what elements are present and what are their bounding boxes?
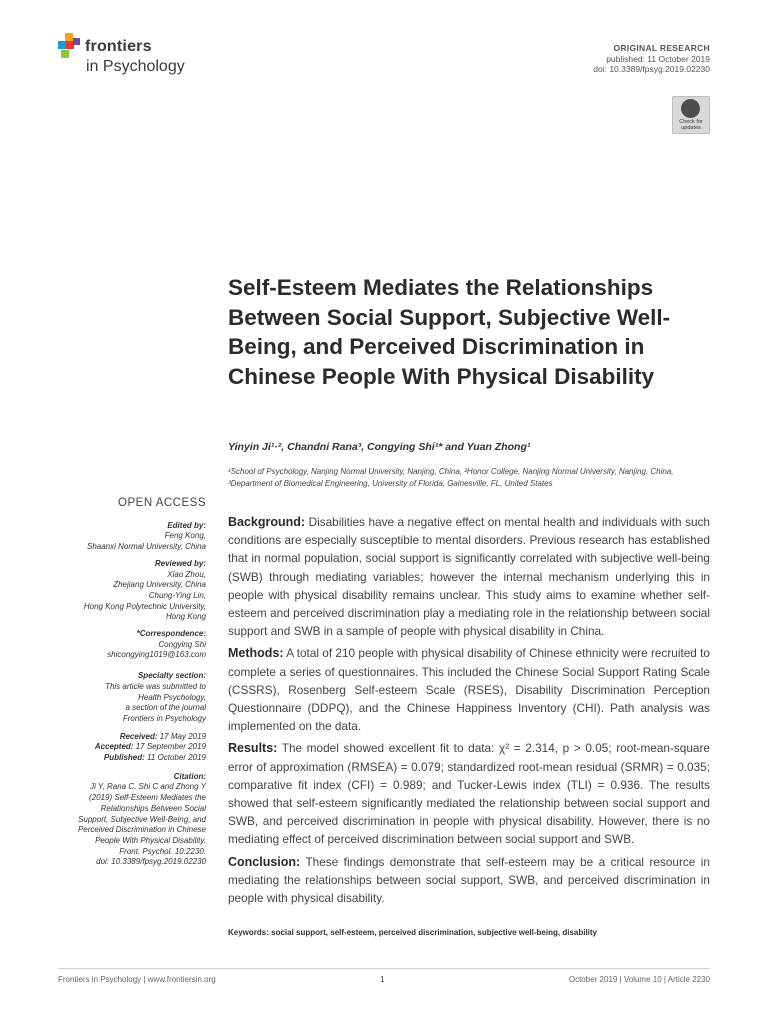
- conclusion-text: These findings demonstrate that self-esteem may be a critical resource in mediating the relationships between social support, SWB, and perceived discrimination in people with physical disability.: [228, 854, 710, 906]
- check-for-updates-badge[interactable]: [672, 96, 710, 134]
- open-access-label: OPEN ACCESS: [118, 497, 206, 509]
- affiliations: [228, 466, 718, 489]
- correspondence-label: *Correspondence:: [136, 629, 206, 639]
- specialty-section-label: Specialty section:: [137, 671, 206, 681]
- specialty-line: Frontiers in Psychology: [122, 713, 206, 723]
- article-type: ORIGINAL RESEARCH: [613, 43, 710, 53]
- citation-line: People With Physical Disability.: [95, 835, 206, 845]
- published-date: published: 11 October 2019: [606, 53, 710, 64]
- citation-line: Ji Y, Rana C, Shi C and Zhong Y: [90, 782, 206, 792]
- affiliation-line: ³Department of Biomedical Engineering, University of Florida, Gainesville, FL, United States: [228, 478, 553, 488]
- citation-label: Citation:: [173, 771, 206, 781]
- background-label: Background:: [228, 515, 306, 529]
- published-row: [60, 753, 206, 764]
- correspondence-name: Congying Shi: [158, 639, 206, 649]
- correspondence-email[interactable]: shicongying1019@163.com: [107, 650, 206, 660]
- editor-affiliation: Shaanxi Normal University, China: [86, 542, 206, 552]
- reviewed-by-label: Reviewed by:: [154, 558, 206, 568]
- citation-line: Front. Psychol. 10:2230.: [119, 846, 206, 856]
- footer-journal-link[interactable]: Frontiers in Psychology | www.frontiersin.org: [58, 975, 216, 984]
- reviewer-line: Hong Kong: [165, 612, 206, 622]
- citation-line: Support, Subjective Well-Being, and: [78, 814, 206, 824]
- citation-line: (2019) Self-Esteem Mediates the: [89, 793, 206, 803]
- footer-divider: [58, 968, 710, 969]
- specialty-line: a section of the journal: [125, 703, 206, 713]
- conclusion-label: Conclusion:: [228, 854, 301, 869]
- journal-logo: [58, 33, 208, 83]
- article-info-sidebar: [60, 498, 206, 868]
- page-number: 1: [380, 975, 385, 984]
- reviewer-line: Hong Kong Polytechnic University,: [83, 601, 206, 611]
- check-badge-line1: Check for: [679, 119, 703, 125]
- reviewer-line: Xiao Zhou,: [167, 569, 206, 579]
- citation-line: Relationships Between Social: [100, 803, 206, 813]
- editor-name: Feng Kong,: [164, 531, 206, 541]
- keywords: Keywords: social support, self-esteem, perceived discrimination, subjective well-being, disability: [228, 928, 597, 937]
- affiliation-line: ¹School of Psychology, Nanjing Normal University, Nanjing, China, ²Honor College, Nanjing Normal University, Nanjing, China,: [228, 467, 674, 476]
- frontiers-logo-icon: [58, 33, 82, 59]
- reviewer-line: Zhejiang University, China: [113, 580, 206, 590]
- abstract: [228, 513, 710, 911]
- article-title: Self-Esteem Mediates the Relationships Between Social Support, Subjective Well-Being, and Perceived Discrimination in Chinese People With Physical Disability: [228, 275, 671, 389]
- article-header-meta: [593, 43, 710, 75]
- methods-label: Methods:: [228, 646, 284, 661]
- received-label: Received:: [119, 731, 158, 741]
- received-date: 17 May 2019: [159, 731, 206, 741]
- published-label: Published:: [103, 753, 145, 763]
- reviewer-line: Chung-Ying Lin,: [148, 590, 206, 600]
- citation-line: Perceived Discrimination in Chinese: [77, 825, 206, 835]
- edited-by-label: Edited by:: [167, 520, 206, 530]
- published-date-sidebar: 11 October 2019: [146, 753, 206, 763]
- accepted-row: [60, 742, 206, 753]
- abstract-methods: [228, 644, 710, 735]
- author-list: Yinyin Ji¹·², Chandni Rana³, Congying Shi¹* and Yuan Zhong¹: [228, 441, 531, 453]
- abstract-results: [228, 739, 710, 848]
- footer-issue-info: October 2019 | Volume 10 | Article 2230: [568, 975, 710, 984]
- accepted-label: Accepted:: [94, 742, 134, 752]
- background-text: Disabilities have a negative effect on mental health and individuals with such conditions are especially susceptible to mental disorders. Previous research has established that in normal population, social support is significantly correlated with subjective well-being (SWB) through mediating variables; however the internal mechanism underlying this in people with physical disability remains unclear. This study aims to examine whether self-esteem and perceived discrimination play a mediating role in the relationship between social support and SWB in a sample of people with physical disability in China.: [228, 515, 710, 639]
- logo-wordmark-frontiers: frontiers: [85, 38, 152, 55]
- accepted-date: 17 September 2019: [135, 742, 206, 752]
- abstract-background: [228, 513, 710, 640]
- article-doi[interactable]: doi: 10.3389/fpsyg.2019.02230: [593, 64, 710, 74]
- citation-doi[interactable]: doi: 10.3389/fpsyg.2019.02230: [96, 857, 206, 867]
- received-row: [60, 732, 206, 743]
- logo-wordmark-journal: in Psychology: [86, 58, 185, 75]
- results-label: Results:: [228, 741, 278, 756]
- methods-text: A total of 210 people with physical disability of Chinese ethnicity were recruited to complete a series of questionnaires. This included the Chinese Social Support Rating Scale (CSSRS), Rosenberg Self-esteem Scale (RSES), Disability Discrimination Perception Questionnaire (DDPQ), and the Chinese Happiness Inventory (CHI). Path analysis was implemented on the data.: [228, 646, 710, 734]
- results-text: The model showed excellent fit to data: χ² = 2.314, p > 0.05; root-mean-square error of approximation (RMSEA) = 0.079; standardized root-mean residual (SRMR) = 0.035; comparative fit index (CFI) = 0.989; and Tucker-Lewis index (TLI) = 0.936. The results showed that self-esteem significantly mediated the relationship between social support and SWB, and perceived discrimination in people with physical disability. However, there is no mediating effect of perceived discrimination between social support and SWB.: [228, 741, 710, 847]
- specialty-line: Health Psychology,: [138, 692, 206, 702]
- specialty-line: This article was submitted to: [105, 681, 206, 691]
- check-updates-icon: [681, 99, 700, 118]
- abstract-conclusion: [228, 853, 710, 908]
- check-badge-line2: updates: [681, 125, 701, 131]
